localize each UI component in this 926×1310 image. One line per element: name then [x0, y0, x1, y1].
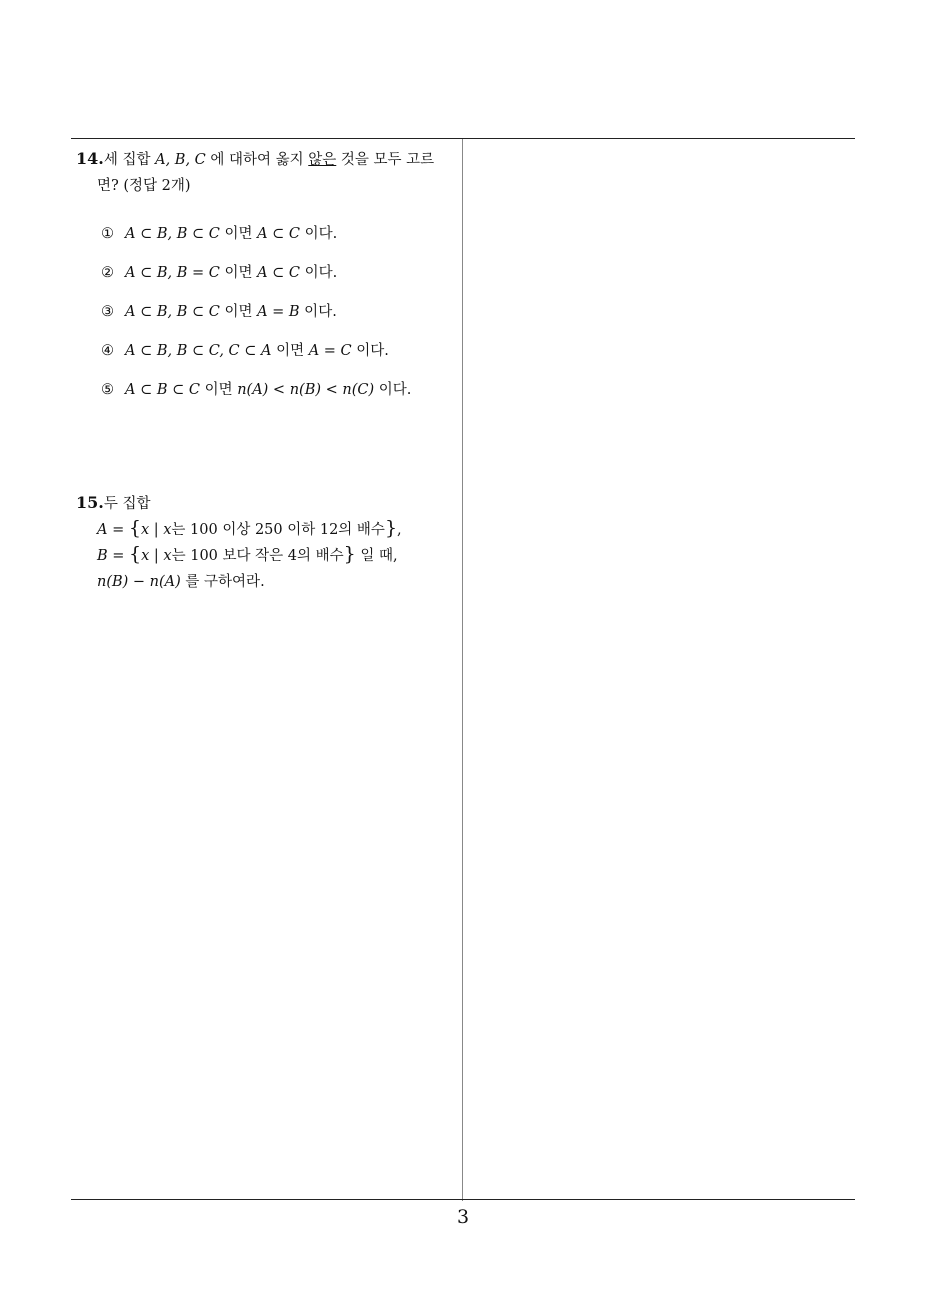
- choice-marker: ③: [101, 304, 114, 320]
- punct: ,: [397, 522, 402, 538]
- set-b-definition: [76, 543, 460, 569]
- choice-conclusion: n(A) < n(B) < n(C): [237, 382, 375, 398]
- choice-text: 이다.: [300, 265, 338, 281]
- brace-close: }: [343, 543, 356, 565]
- column-divider: [462, 139, 463, 1201]
- problem-15-number: 15.: [76, 493, 104, 512]
- top-rule: [71, 138, 855, 139]
- brace-open: {: [129, 543, 142, 565]
- variable-x: x: [163, 522, 172, 538]
- choice-premise: A ⊂ B, B ⊂ C: [125, 304, 220, 320]
- set-a-label: A =: [97, 522, 129, 538]
- choice-text: 이다.: [300, 226, 338, 242]
- choice-marker: ②: [101, 265, 114, 281]
- choice-conclusion: A ⊂ C: [257, 226, 301, 242]
- choice-3[interactable]: [101, 299, 460, 338]
- target-expression: n(B) − n(A): [97, 574, 181, 590]
- choice-text: 이면: [219, 265, 258, 281]
- stem-text: 세 집합: [103, 152, 156, 168]
- choice-premise: A ⊂ B, B ⊂ C: [125, 226, 220, 242]
- stem-text: 를 구하여라.: [180, 574, 265, 590]
- choice-5[interactable]: [101, 377, 460, 416]
- problem-15: [76, 490, 460, 595]
- bottom-rule: [71, 1199, 855, 1200]
- choice-premise: A ⊂ B, B = C: [125, 265, 220, 281]
- choice-text: 이다.: [351, 343, 389, 359]
- problem-14-stem-line2: 면? (정답 2개): [97, 178, 191, 194]
- question-line: [76, 569, 460, 595]
- set-a-condition: 는 100 이상 250 이하 12의 배수: [171, 522, 385, 538]
- underlined-word: 않은: [308, 152, 337, 168]
- variable-x: x: [163, 548, 172, 564]
- stem-text: 일 때,: [355, 548, 398, 564]
- choice-marker: ⑤: [101, 382, 114, 398]
- problem-14: [76, 146, 460, 416]
- divider-bar: |: [149, 548, 164, 564]
- choice-text: 이면: [271, 343, 309, 359]
- choice-text: 이다.: [374, 382, 412, 398]
- choice-conclusion: A = C: [308, 343, 352, 359]
- choice-list: [76, 221, 460, 416]
- page-number: 3: [456, 1206, 470, 1228]
- choice-text: 이면: [199, 382, 238, 398]
- variable-x: x: [141, 548, 150, 564]
- problem-15-stem: [76, 490, 460, 517]
- choice-premise: A ⊂ B ⊂ C: [125, 382, 200, 398]
- stem-text: 것을 모두 고르: [336, 152, 435, 168]
- set-b-condition: 는 100 보다 작은 4의 배수: [171, 548, 344, 564]
- brace-open: {: [128, 517, 141, 539]
- problem-14-stem: [76, 146, 460, 173]
- brace-close: }: [384, 517, 398, 539]
- choice-marker: ①: [101, 226, 114, 242]
- choice-conclusion: A = B: [257, 304, 300, 320]
- choice-text: 이면: [219, 226, 258, 242]
- choice-1[interactable]: [101, 221, 460, 260]
- set-a-definition: [76, 517, 460, 543]
- choice-text: 이면: [219, 304, 258, 320]
- choice-marker: ④: [101, 343, 114, 359]
- choice-conclusion: A ⊂ C: [257, 265, 301, 281]
- variable-x: x: [140, 522, 150, 538]
- choice-2[interactable]: [101, 260, 460, 299]
- choice-premise: A ⊂ B, B ⊂ C, C ⊂ A: [125, 343, 272, 359]
- sets-expr: A, B, C: [155, 152, 206, 168]
- divider-bar: |: [149, 522, 164, 538]
- choice-text: 이다.: [299, 304, 337, 320]
- stem-text: 두 집합: [103, 496, 151, 512]
- stem-text: 에 대하여 옳지: [205, 152, 309, 168]
- choice-4[interactable]: [101, 338, 460, 377]
- set-b-label: B =: [97, 548, 130, 564]
- problem-14-number: 14.: [76, 149, 104, 168]
